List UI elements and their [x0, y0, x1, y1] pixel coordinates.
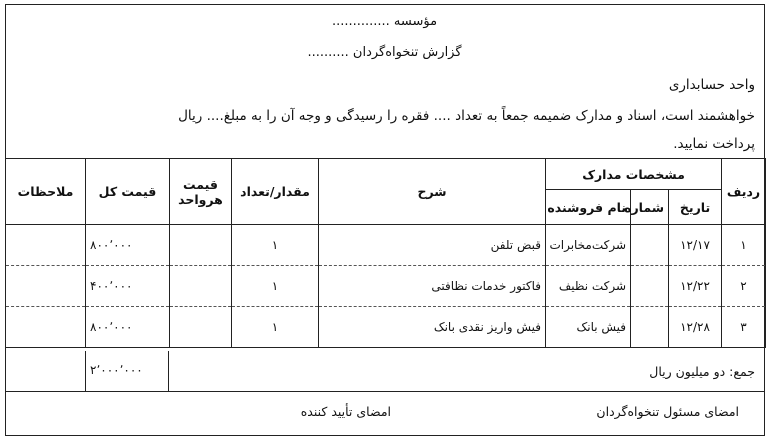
cell-description: فیش واریز نقدی بانک: [319, 307, 546, 348]
cell-unit-price: [170, 307, 232, 348]
summary-row: [5, 351, 765, 392]
cell-date: ۱۲/۱۷: [669, 225, 722, 266]
table-row: [6, 225, 766, 266]
cell-date: ۱۲/۲۸: [669, 307, 722, 348]
cell-number: [631, 225, 669, 266]
request-text-line-1: خواهشمند است، اسناد و مدارک ضمیمه جمعاً به تعداد .... فقره را رسیدگی و وجه آن را به مبلغ.... ریال: [178, 108, 755, 124]
request-text-line-2: پرداخت نمایید.: [673, 136, 755, 152]
cell-row-no: ۱: [722, 225, 766, 266]
total-in-words: جمع: دو میلیون ریال: [649, 364, 755, 379]
header-date: تاریخ: [669, 190, 722, 225]
cell-unit-price: [170, 225, 232, 266]
cell-number: [631, 307, 669, 348]
total-amount: ۲٬۰۰۰٬۰۰۰: [90, 363, 143, 377]
report-title: گزارش تنخواه‌گردان ..........: [307, 45, 462, 60]
cell-vendor: شرکت نظیف: [546, 266, 631, 307]
table-row: [6, 266, 766, 307]
cell-quantity: ۱: [232, 307, 319, 348]
cell-unit-price: [170, 266, 232, 307]
table-row: [6, 307, 766, 348]
header-vendor: نام فروشنده: [546, 190, 631, 225]
cell-total-price: ۸۰۰٬۰۰۰: [86, 225, 170, 266]
total-cell: [85, 351, 169, 391]
cell-vendor: فیش بانک: [546, 307, 631, 348]
organization-line: مؤسسه ..............: [331, 14, 438, 29]
header-row-no: ردیف: [722, 159, 766, 225]
cell-vendor: شرکت‌مخابرات: [546, 225, 631, 266]
fund-holder-signature-label: امضای مسئول تنخواه‌گردان: [596, 404, 739, 419]
cell-number: [631, 266, 669, 307]
cell-total-price: ۴۰۰٬۰۰۰: [86, 266, 170, 307]
header-number: شماره: [631, 190, 669, 225]
cell-notes: [6, 225, 86, 266]
cell-row-no: ۳: [722, 307, 766, 348]
cell-notes: [6, 307, 86, 348]
cell-total-price: ۸۰۰٬۰۰۰: [86, 307, 170, 348]
header-doc-specs: مشخصات مدارک: [546, 159, 722, 190]
header-quantity: مقدار/تعداد: [232, 159, 319, 225]
header-unit-price: قیمت هرواحد: [170, 159, 232, 225]
recipient-line: واحد حسابداری: [668, 77, 755, 93]
cell-description: فاکتور خدمات نظافتی: [319, 266, 546, 307]
header-notes: ملاحظات: [6, 159, 86, 225]
cell-quantity: ۱: [232, 266, 319, 307]
cell-date: ۱۲/۲۲: [669, 266, 722, 307]
cell-quantity: ۱: [232, 225, 319, 266]
header-description: شرح: [319, 159, 546, 225]
documents-table: [5, 158, 766, 348]
table-header-row: [6, 159, 766, 190]
cell-notes: [6, 266, 86, 307]
header-total-price: قیمت کل: [86, 159, 170, 225]
cell-description: قبض تلفن: [319, 225, 546, 266]
cell-row-no: ۲: [722, 266, 766, 307]
approver-signature-label: امضای تأیید کننده: [300, 404, 391, 419]
